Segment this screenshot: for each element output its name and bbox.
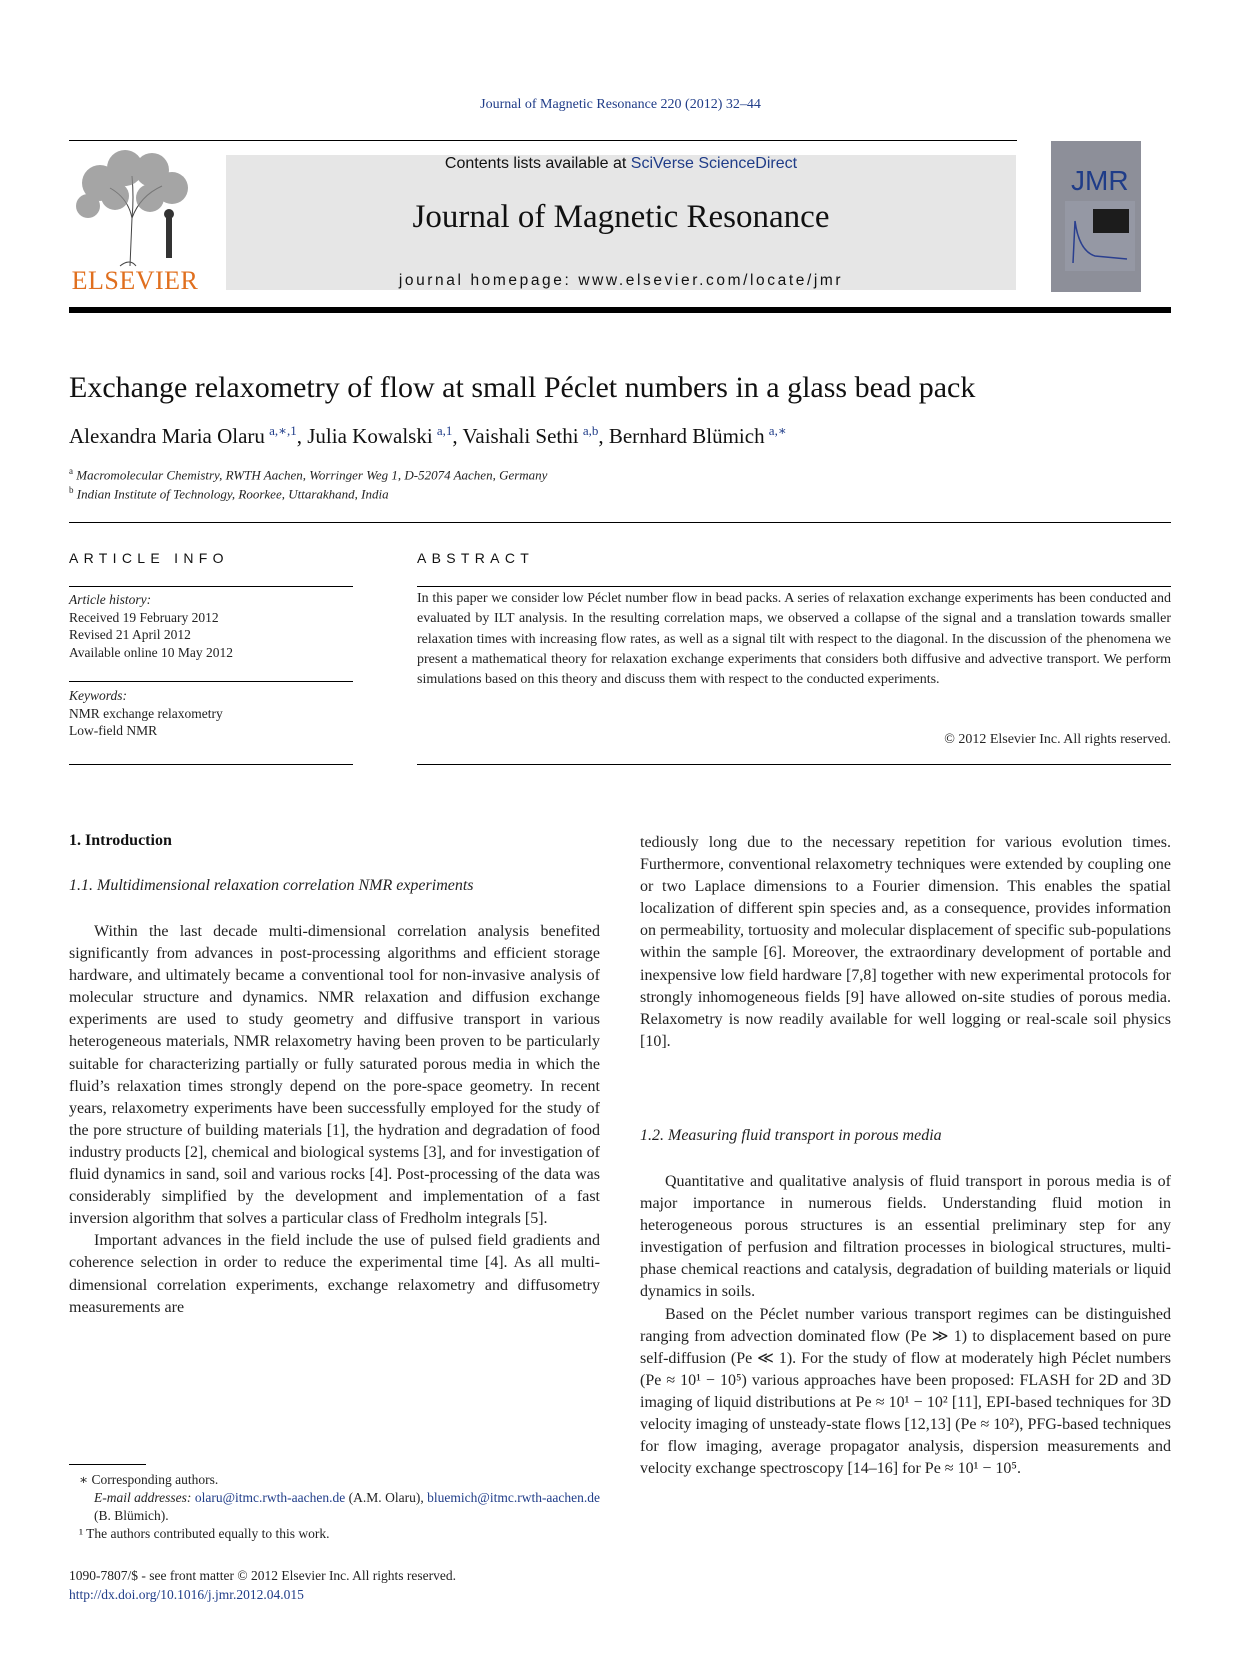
footnote-emails bbox=[69, 1489, 600, 1525]
elsevier-logo bbox=[70, 148, 200, 296]
header-rule bbox=[69, 522, 1171, 523]
journal-banner bbox=[226, 155, 1016, 290]
article-info-rule bbox=[69, 764, 353, 765]
paragraph: tediously long due to the necessary repetition for various evolution times. Furthermore, conventional relaxometry techniques were extended by coupling one or two Laplace dimensions to a Fourier dimension. This enables the spatial localization of different spin species and, as a consequence, provides information on permeability, tortuosity and molecular displacement of specific sub-populations within the sample [6]. Moreover, the extraordinary development of portable and inexpensive low field hardware [7,8] together with new experimental protocols for strongly inhomogeneous fields [9] have allowed on-site studies of porous media. Relaxometry is now readily available for well logging or real-scale soil physics [10]. bbox=[640, 834, 1171, 1050]
journal-homepage[interactable]: journal homepage: www.elsevier.com/locate/jmr bbox=[398, 272, 844, 289]
subsection-heading-1-2: 1.2. Measuring fluid transport in porous media bbox=[640, 1127, 942, 1144]
right-column-text-2 bbox=[640, 1171, 1171, 1480]
affiliation-mark: a bbox=[69, 466, 73, 476]
keywords-label: Keywords: bbox=[69, 688, 127, 703]
author-name[interactable]: Vaishali Sethi bbox=[462, 424, 579, 448]
affiliation-mark: b bbox=[69, 485, 74, 495]
journal-reference[interactable]: Journal of Magnetic Resonance 220 (2012) 32–44 bbox=[480, 97, 761, 112]
email-link-bluemich[interactable]: bluemich@itmc.rwth-aachen.de bbox=[427, 1490, 601, 1505]
paragraph: Quantitative and qualitative analysis of fluid transport in porous media is of major importance in numerous fields. Understanding fluid motion in heterogeneous porous structures is an essential preliminary step for any investigation of perfusion and filtration processes in biological structures, multi-phase chemical reactions and catalysis, degradation of building materials or liquid dynamics in soils. bbox=[640, 1173, 1171, 1301]
article-info-heading: ARTICLE INFO bbox=[69, 550, 229, 566]
paragraph: Within the last decade multi-dimensional correlation analysis benefited significantly from advances in post-processing algorithms and efficient storage hardware, and ultimately became a conventional tool for non-invasive analysis of molecular structure and dynamics. NMR relaxation and diffusion exchange experiments are used to study geometry and diffusive transport in various heterogeneous materials, NMR relaxometry having been proven to be particularly suitable for characterizing partially or fully saturated porous media in which the fluid’s relaxation times strongly depend on the pore-space geometry. In recent years, relaxometry experiments have been successfully employed for the study of the pore structure of building materials [1], the hydration and degradation of food industry products [2], chemical and biological systems [3], and for investigation of fluid dynamics in sand, soil and various rocks [4]. Post-processing of the data was considerably simplified by the development and implementation of a fast inversion algorithm that solves a particular class of Fredholm integrals [5]. bbox=[69, 923, 600, 1228]
affiliation-text: Indian Institute of Technology, Roorkee, Uttarakhand, India bbox=[76, 486, 389, 502]
author-affiliation-mark[interactable]: a,∗ bbox=[768, 423, 787, 438]
author-affiliation-mark[interactable]: a,1 bbox=[436, 423, 453, 438]
abstract-rule bbox=[417, 764, 1171, 765]
author-name[interactable]: Julia Kowalski bbox=[307, 424, 433, 448]
section-heading-introduction: 1. Introduction bbox=[69, 832, 172, 849]
journal-name: Journal of Magnetic Resonance bbox=[412, 199, 830, 235]
email-label: E-mail addresses: bbox=[94, 1490, 192, 1505]
author-name[interactable]: Alexandra Maria Olaru bbox=[69, 424, 265, 448]
cover-title: JMR bbox=[1071, 165, 1129, 196]
history-revised: Revised 21 April 2012 bbox=[69, 627, 191, 642]
keyword: Low-field NMR bbox=[69, 723, 158, 738]
subsection-heading-1-1: 1.1. Multidimensional relaxation correlation NMR experiments bbox=[69, 877, 474, 894]
doi-link-text[interactable]: http://dx.doi.org/10.1016/j.jmr.2012.04.015 bbox=[69, 1587, 304, 1602]
right-column-text bbox=[640, 832, 1171, 1053]
elsevier-wordmark: ELSEVIER bbox=[71, 266, 199, 295]
footnote-corresponding: ∗ Corresponding authors. bbox=[79, 1472, 219, 1487]
affiliation-text: Macromolecular Chemistry, RWTH Aachen, Worringer Weg 1, D-52074 Aachen, Germany bbox=[76, 467, 548, 483]
history-label: Article history: bbox=[69, 592, 152, 607]
email-owner: (B. Blümich). bbox=[94, 1508, 169, 1523]
author-affiliation-mark[interactable]: a,b bbox=[582, 423, 599, 438]
left-column-text bbox=[69, 921, 600, 1319]
article-title: Exchange relaxometry of flow at small Péclet numbers in a glass bead pack bbox=[69, 371, 976, 404]
keyword: NMR exchange relaxometry bbox=[69, 705, 223, 721]
author-name[interactable]: Bernhard Blümich bbox=[608, 424, 765, 448]
cover-graphic-icon bbox=[1065, 201, 1135, 271]
affiliation-a bbox=[69, 466, 547, 483]
keywords bbox=[69, 687, 353, 740]
footnote-equal-contribution: ¹ The authors contributed equally to this work. bbox=[79, 1526, 330, 1541]
email-link-olaru[interactable]: olaru@itmc.rwth-aachen.de bbox=[194, 1490, 346, 1505]
top-rule bbox=[69, 140, 1017, 141]
history-received: Received 19 February 2012 bbox=[69, 609, 219, 625]
article-info-rule bbox=[69, 681, 353, 682]
footnote-rule bbox=[69, 1464, 146, 1465]
sciencedirect-link[interactable]: SciVerse ScienceDirect bbox=[630, 155, 798, 172]
article-info-rule bbox=[69, 586, 353, 587]
email-owner: (A.M. Olaru), bbox=[348, 1490, 424, 1505]
elsevier-tree-icon bbox=[70, 148, 200, 268]
paragraph: Based on the Péclet number various transport regimes can be distinguished ranging from advection dominated flow (Pe ≫ 1) to displacement based on pure self-diffusion (Pe ≪ 1). For the study of flow at moderately high Péclet numbers (Pe ≈ 10¹ − 10⁵) various approaches have been proposed: FLASH for 2D and 3D imaging of liquid distributions at Pe ≈ 10¹ − 10² [11], EPI-based techniques for 3D velocity imaging of unsteady-state flows [12,13] (Pe ≈ 10²), PFG-based techniques for flow imaging, average propagator analysis, dispersion measurements and velocity exchange spectroscopy [14–16] for Pe ≈ 10¹ − 10⁵. bbox=[640, 1305, 1171, 1478]
masthead-thick-rule bbox=[69, 307, 1171, 313]
article-history bbox=[69, 591, 353, 661]
journal-cover bbox=[1051, 141, 1141, 292]
author-affiliation-mark[interactable]: a,∗,1 bbox=[269, 423, 297, 438]
abstract-rule bbox=[417, 586, 1171, 587]
history-online: Available online 10 May 2012 bbox=[69, 644, 233, 660]
paragraph: Important advances in the field include the use of pulsed field gradients and coherence selection in order to reduce the experimental time [4]. As all multi-dimensional correlation experiments, exchange relaxometry and diffusometry measurements are bbox=[69, 1232, 600, 1316]
contents-line bbox=[226, 155, 1016, 173]
footnotes bbox=[69, 1471, 600, 1543]
doi-link[interactable] bbox=[69, 1586, 304, 1604]
contents-prefix: Contents lists available at bbox=[444, 155, 631, 172]
issn-line: 1090-7807/$ - see front matter © 2012 Elsevier Inc. All rights reserved. bbox=[69, 1568, 457, 1583]
abstract-copyright: © 2012 Elsevier Inc. All rights reserved. bbox=[944, 732, 1171, 747]
abstract-text: In this paper we consider low Péclet number flow in bead packs. A series of relaxation exchange experiments has been conducted and evaluated by ILT analysis. In the resulting correlation maps, we observed a collapse of the signal and a translation towards smaller relaxation times with increasing flow rates, as well as a signal tilt with respect to the diagonal. In the discussion of the phenomena we present a mathematical theory for relaxation exchange experiments that considers both diffusive and advective transport. We perform simulations based on this theory and discuss them with respect to the conducted experiments. bbox=[417, 591, 1171, 688]
affiliation-b bbox=[69, 485, 389, 502]
abstract-heading: ABSTRACT bbox=[417, 550, 535, 566]
author-list: Alexandra Maria Olaru $^{a,∗,1}$, Julia Kowalski $^{a,1}$, Vaishali Sethi $^{a,b}$, Bernhard Blümich $^{a,∗}$ bbox=[69, 423, 787, 448]
